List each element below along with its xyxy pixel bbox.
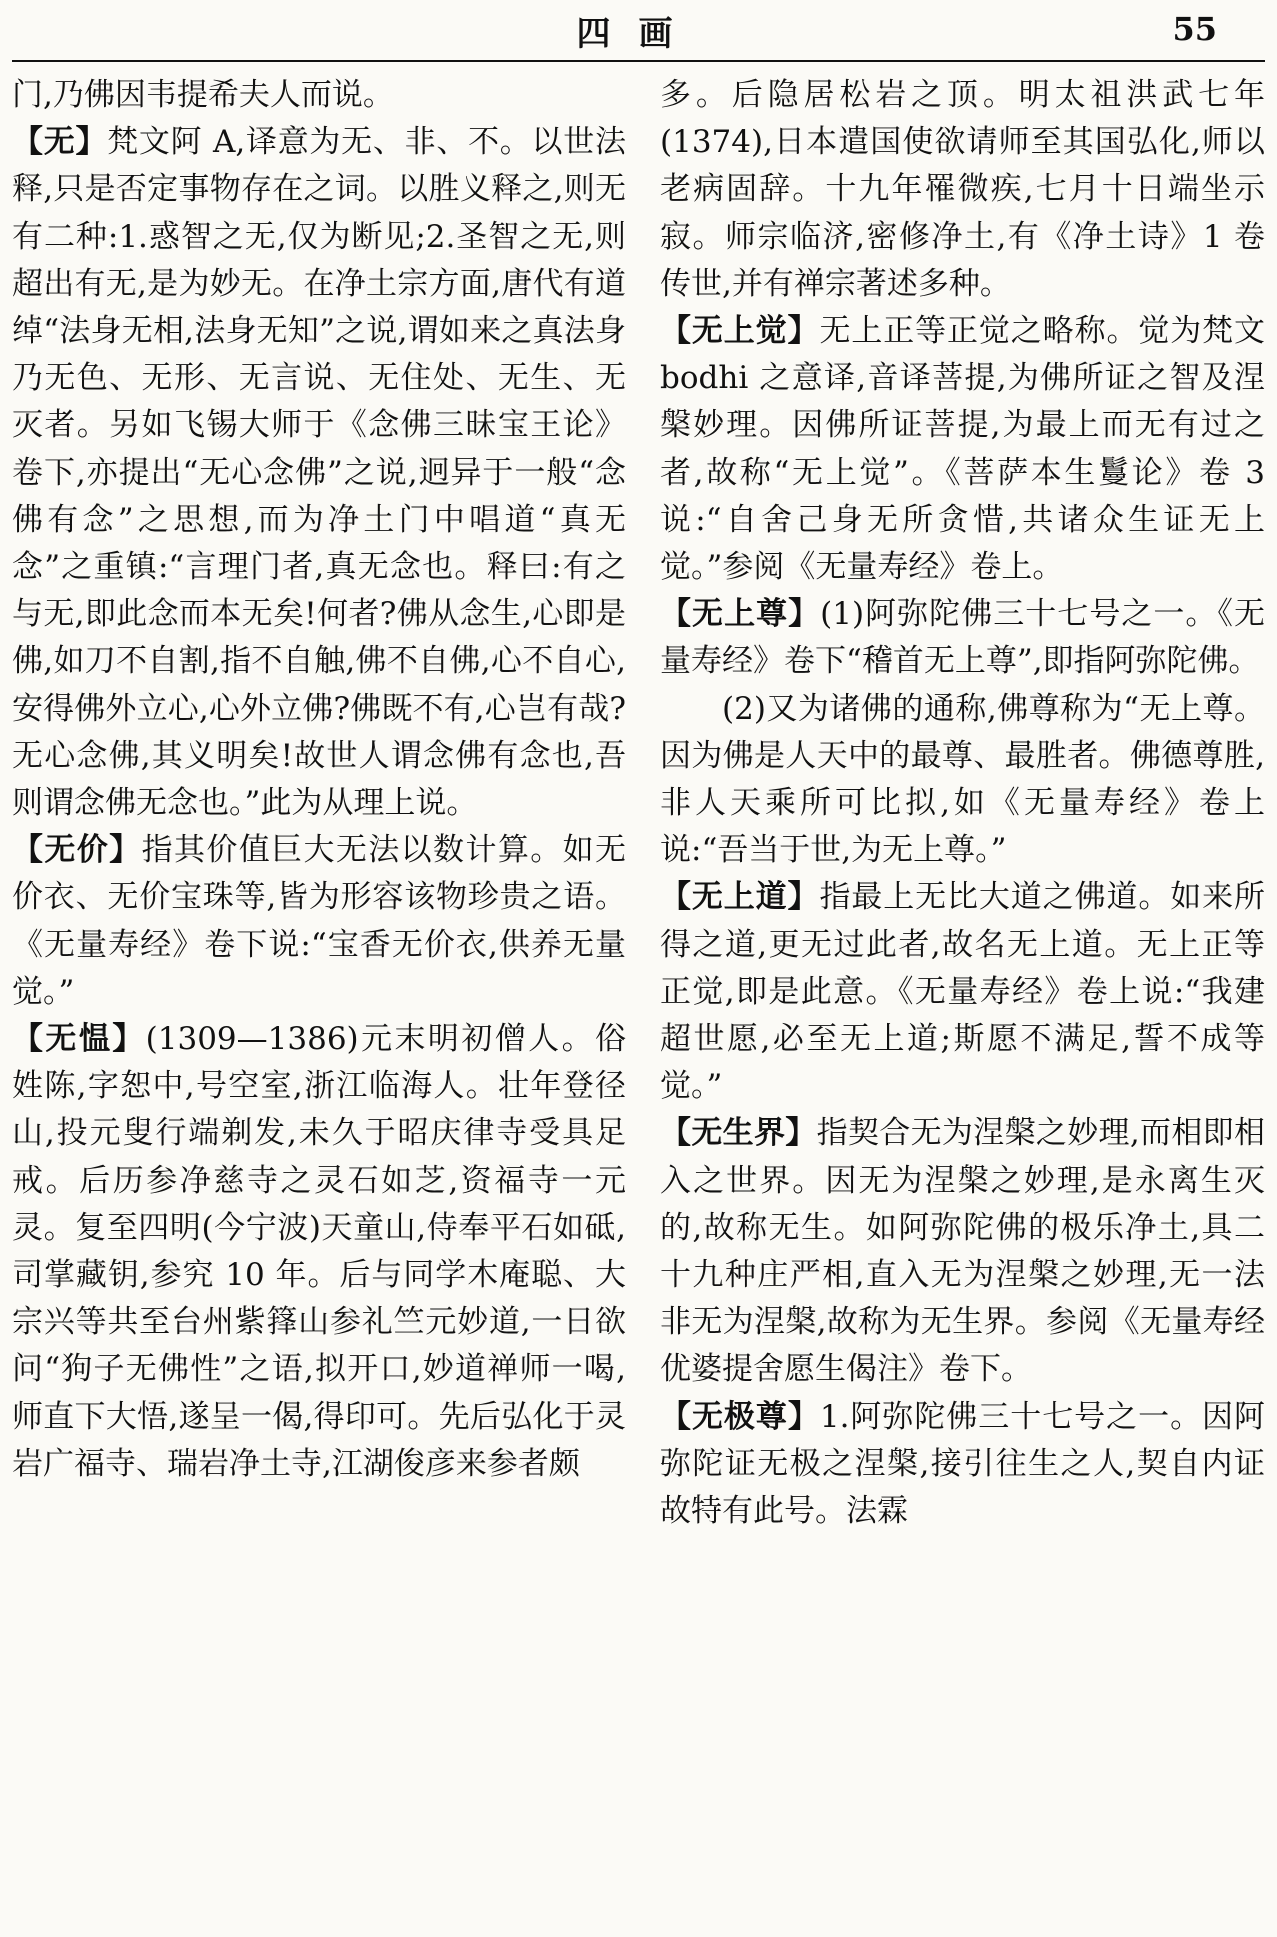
dictionary-entry [12,1016,626,1488]
entry-term: 【无上尊】 [660,596,821,633]
entry-term: 【无上道】 [660,879,820,916]
entry-text: 门,乃佛因韦提希夫人而说。 [12,77,394,113]
entry-text: 无上正等正觉之略称。觉为梵文 bodhi 之意译,音译菩提,为佛所证之智及涅槃妙理。因佛所证菩提,为最上而无有过之者,故称“无上觉”。《菩萨本生鬘论》卷 3 说:“自舍己身无所贪惜,共诸众生证无上觉。”参阅《无量寿经》卷上。 [660,313,1266,586]
entry-text: (2)又为诸佛的通称,佛尊称为“无上尊。因为佛是人天中的最尊、最胜者。佛德尊胜,非人天乘所可比拟,如《无量寿经》卷上说:“吾当于世,为无上尊。” [660,690,1265,869]
right-column [660,72,1265,1535]
entry-paragraph [660,72,1265,308]
entry-text: 1.阿弥陀佛三十七号之一。因阿弥陀证无极之涅槃,接引往生之人,契自内证故特有此号。法霖 [660,1398,1266,1530]
entry-paragraph [660,686,1265,875]
header-rule [12,60,1265,62]
dictionary-entry [12,827,626,1016]
dictionary-entry [660,874,1265,1110]
entry-text: 指最上无比大道之佛道。如来所得之道,更无过此者,故名无上道。无上正等正觉,即是此意。《无量寿经》卷上说:“我建超世愿,必至无上道;斯愿不满足,誓不成等觉。” [660,879,1266,1105]
entry-text: (1309—1386)元末明初僧人。俗姓陈,字恕中,号空室,浙江临海人。壮年登径山,投元叟行端剃发,未久于昭庆律寺受具足戒。后历参净慈寺之灵石如芝,资福寺一元灵。复至四明(今宁波)天童山,侍奉平石如砥,司掌藏钥,参究 10 年。后与同学木庵聪、大宗兴等共至台州紫箨山参礼竺元妙道,一日欲问“狗子无佛性”之语,拟开口,妙道禅师一喝,师直下大悟,遂呈一偈,得印可。先后弘化于灵岩广福寺、瑞岩净土寺,江湖俊彦来参者颇 [12,1021,626,1482]
dictionary-entry [12,119,626,827]
entry-text: 多。后隐居松岩之顶。明太祖洪武七年(1374),日本遣国使欲请师至其国弘化,师以老病固辞。十九年罹微疾,七月十日端坐示寂。师宗临济,密修净土,有《净土诗》1 卷传世,并有禅宗著述多种。 [660,77,1265,302]
entry-text: 指其价值巨大无法以数计算。如无价衣、无价宝珠等,皆为形容该物珍贵之语。《无量寿经》卷下说:“宝香无价衣,供养无量觉。” [12,832,627,1010]
entry-term: 【无愠】 [12,1021,146,1058]
entry-text: 指契合无为涅槃之妙理,而相即相入之世界。因无为涅槃之妙理,是永离生灭的,故称无生。如阿弥陀佛的极乐净土,具二十九种庄严相,直入无为涅槃之妙理,无一法非无为涅槃,故称为无生界。参阅《无量寿经优婆提舍愿生偈注》卷下。 [660,1115,1266,1388]
section-title: 四画 [576,14,701,54]
entry-term: 【无】 [12,124,108,161]
dictionary-entry [660,1110,1265,1393]
entry-term: 【无生界】 [660,1115,817,1152]
entry-paragraph [12,72,626,119]
entry-text: 梵文阿 A,译意为无、非、不。以世法释,只是否定事物存在之词。以胜义释之,则无有二种:1.惑智之无,仅为断见;2.圣智之无,则超出有无,是为妙无。在净土宗方面,唐代有道绰“法身无相,法身无知”之说,谓如来之真法身乃无色、无形、无言说、无住处、无生、无灭者。另如飞锡大师于《念佛三昧宝王论》卷下,亦提出“无心念佛”之说,迥异于一般“念佛有念”之思想,而为净土门中唱道“真无念”之重镇:“言理门者,真无念也。释曰:有之与无,即此念而本无矣!何者?佛从念生,心即是佛,如刀不自割,指不自触,佛不自佛,心不自心,安得佛外立心,心外立佛?佛既不有,心岂有哉?无心念佛,其义明矣!故世人谓念佛有念也,吾则谓念佛无念也。”此为从理上说。 [12,124,627,822]
left-column [12,72,626,1488]
dictionary-entry [660,308,1265,591]
page-header [0,0,1277,62]
entry-term: 【无上觉】 [660,313,820,350]
dictionary-entry [660,1394,1265,1536]
entry-term: 【无价】 [12,832,142,869]
page-number: 55 [1172,10,1217,48]
dictionary-entry [660,591,1265,685]
entry-term: 【无极尊】 [660,1398,820,1435]
entry-text: (1)阿弥陀佛三十七号之一。《无量寿经》卷下“稽首无上尊”,即指阿弥陀佛。 [660,596,1265,680]
